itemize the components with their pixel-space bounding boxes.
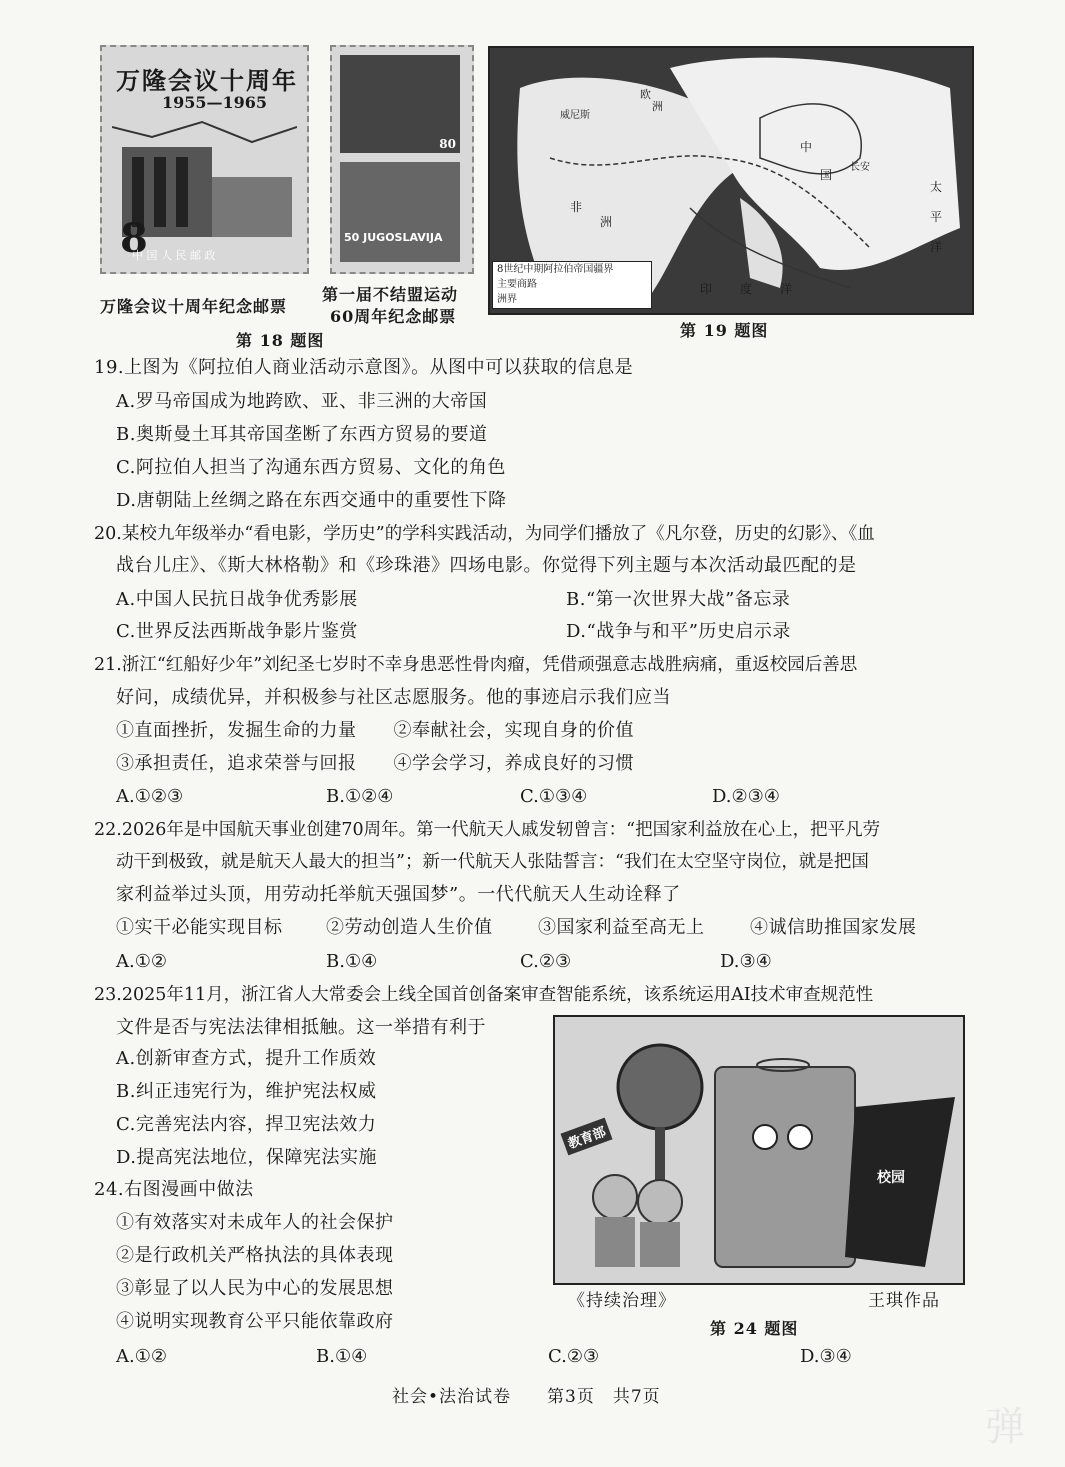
fig18-label: 第 18 题图 — [236, 331, 325, 350]
map-label-venice: 威尼斯 — [560, 110, 590, 121]
map-legend — [492, 261, 652, 309]
map-label-changan: 长安 — [850, 162, 870, 173]
q22-option-b: B.①④ — [326, 951, 378, 972]
q19-stem: 19.上图为《阿拉伯人商业活动示意图》。从图中可以获取的信息是 — [94, 357, 634, 378]
q20-option-b: B.“第一次世界大战”备忘录 — [566, 589, 791, 610]
comic-continuous-governance — [553, 1015, 965, 1285]
map-label-fei: 非 — [570, 200, 583, 214]
stamp-nonaligned — [330, 45, 474, 274]
comic-sign-ministry: 教育部 — [560, 1118, 612, 1156]
stamp-nonaligned-top — [340, 55, 460, 153]
q23-option-d: D.提高宪法地位，保障宪法实施 — [116, 1147, 378, 1168]
q23-stem-line2: 文件是否与宪法法律相抵触。这一举措有利于 — [116, 1017, 486, 1038]
q20-option-d: D.“战争与和平”历史启示录 — [566, 621, 791, 642]
comic-sign-campus: 校园 — [877, 1170, 905, 1186]
stamp-nonaligned-bottom — [340, 162, 460, 262]
q22-option-c: C.②③ — [520, 951, 572, 972]
fig24-label: 第 24 题图 — [710, 1319, 799, 1338]
q22-item-3: ③国家利益至高无上 — [538, 917, 705, 938]
q22-item-2: ②劳动创造人生价值 — [326, 917, 493, 938]
q23-option-c: C.完善宪法内容，捍卫宪法效力 — [116, 1114, 377, 1135]
map-label-zhou1: 洲 — [652, 100, 663, 113]
stamp-bandung-title: 万隆会议十周年 — [116, 66, 298, 95]
q22-stem-line2: 动干到极致，就是航天人最大的担当”；新一代航天人张陆誓言：“我们在太空坚守岗位，就是把国 — [116, 852, 869, 872]
stamp2-caption-line1: 第一届不结盟运动 — [322, 285, 459, 304]
q19-option-a: A.罗马帝国成为地跨欧、亚、非三洲的大帝国 — [116, 391, 488, 412]
page-footer: 社会•法治试卷 第3页 共7页 — [392, 1387, 661, 1407]
map-label-tai: 太 — [930, 180, 943, 194]
q20-option-c: C.世界反法西斯战争影片鉴赏 — [116, 621, 358, 642]
q22-option-d: D.③④ — [720, 951, 772, 972]
map-label-yang2: 洋 — [930, 240, 943, 254]
map-label-guo: 国 — [820, 168, 833, 182]
q21-option-d: D.②③④ — [712, 786, 780, 807]
map-label-zhong: 中 — [800, 140, 813, 154]
q22-stem-line1: 22.2026年是中国航天事业创建70周年。第一代航天人戚发轫曾言：“把国家利益放在心上，把平凡劳 — [94, 820, 881, 840]
stamp-bandung — [100, 45, 309, 274]
comic-author: 王琪作品 — [868, 1291, 940, 1311]
map-label-du: 度 — [740, 282, 753, 296]
map-label-yang1: 洋 — [780, 282, 793, 296]
q24-item-4: ④说明实现教育公平只能依靠政府 — [116, 1311, 394, 1332]
map-label-zhou2: 洲 — [600, 215, 613, 229]
map-label-ping: 平 — [930, 210, 943, 224]
q22-stem-line3: 家利益举过头顶，用劳动托举航天强国梦”。一代代航天人生动诠释了 — [116, 884, 681, 905]
stamp-bandung-value: 8 — [120, 215, 148, 262]
stamp2-caption-line2: 60周年纪念邮票 — [330, 307, 457, 326]
map-legend-border: 8世纪中期阿拉伯帝国疆界 — [497, 264, 614, 275]
q24-option-c: C.②③ — [548, 1346, 600, 1367]
stamp-nonaligned-top-value: 80 — [439, 137, 456, 151]
q21-option-b: B.①②④ — [326, 786, 394, 807]
map-label-yin: 印 — [700, 282, 713, 296]
q22-item-4: ④诚信助推国家发展 — [750, 917, 917, 938]
q20-option-a: A.中国人民抗日战争优秀影展 — [116, 589, 358, 610]
comic-title: 《持续治理》 — [568, 1291, 676, 1311]
q24-option-b: B.①④ — [316, 1346, 368, 1367]
q20-stem-line1: 20.某校九年级举办“看电影，学历史”的学科实践活动，为同学们播放了《凡尔登，历史的幻影》、《血 — [94, 524, 875, 544]
q23-option-b: B.纠正违宪行为，维护宪法权威 — [116, 1081, 377, 1102]
q19-option-d: D.唐朝陆上丝绸之路在东西交通中的重要性下降 — [116, 490, 507, 511]
comic-illustration — [555, 1017, 963, 1283]
map-legend-route: 主要商路 — [497, 279, 537, 290]
q24-option-d: D.③④ — [800, 1346, 852, 1367]
q22-item-1: ①实干必能实现目标 — [116, 917, 283, 938]
q24-item-1: ①有效落实对未成年人的社会保护 — [116, 1212, 394, 1233]
q22-option-a: A.①② — [116, 951, 167, 972]
q24-option-a: A.①② — [116, 1346, 167, 1367]
stamp-bandung-years: 1955—1965 — [162, 93, 268, 112]
stamp-bandung-country: 中 国 人 民 邮 政 — [132, 249, 216, 262]
q21-option-a: A.①②③ — [116, 786, 184, 807]
q23-stem-line1: 23.2025年11月，浙江省人大常委会上线全国首创备案审查智能系统，该系统运用AI技术审查规范性 — [94, 985, 874, 1005]
q21-option-c: C.①③④ — [520, 786, 588, 807]
q23-option-a: A.创新审查方式，提升工作质效 — [116, 1048, 377, 1069]
stamp-nonaligned-bottom-country: 50 JUGOSLAVIJA — [344, 231, 443, 244]
q21-items-line1: ①直面挫折，发掘生命的力量 ②奉献社会，实现自身的价值 — [116, 720, 634, 741]
q24-item-2: ②是行政机关严格执法的具体表现 — [116, 1245, 394, 1266]
map-legend-continent: 洲界 — [497, 294, 517, 305]
q21-stem-line1: 21.浙江“红船好少年”刘纪圣七岁时不幸身患恶性骨肉瘤，凭借顽强意志战胜病痛，重返校园后善思 — [94, 655, 858, 675]
map-label-ou: 欧 — [640, 88, 651, 101]
fig19-label: 第 19 题图 — [680, 321, 769, 340]
q24-item-3: ③彰显了以人民为中心的发展思想 — [116, 1278, 394, 1299]
watermark: 弹 — [985, 1404, 1025, 1450]
q19-option-b: B.奥斯曼土耳其帝国垄断了东西方贸易的要道 — [116, 424, 488, 445]
arab-trade-map — [488, 46, 974, 315]
q24-stem: 24.右图漫画中做法 — [94, 1179, 254, 1200]
q20-stem-line2: 战台儿庄》、《斯大林格勒》和《珍珠港》四场电影。你觉得下列主题与本次活动最匹配的是 — [116, 555, 857, 576]
q21-stem-line2: 好问，成绩优异，并积极参与社区志愿服务。他的事迹启示我们应当 — [116, 687, 671, 708]
q21-items-line2: ③承担责任，追求荣誉与回报 ④学会学习，养成良好的习惯 — [116, 753, 634, 774]
q19-option-c: C.阿拉伯人担当了沟通东西方贸易、文化的角色 — [116, 457, 506, 478]
stamp1-caption: 万隆会议十周年纪念邮票 — [100, 297, 288, 316]
